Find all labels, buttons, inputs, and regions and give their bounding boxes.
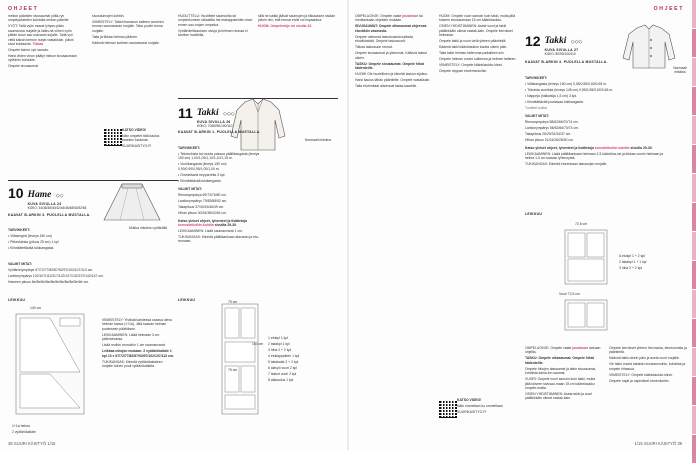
running-head-right: OHJEET <box>653 6 684 12</box>
pattern-name: Hame <box>27 190 52 200</box>
hame-valmit: VALMIT MITAT: Vyötärönympärys 67/72/77/82/87/92/97/102/107/113 cm. Lantionympärys 102/107/112/117/122/127/132/137/142/147 cm. Hameen pituus 8e/8e/8e/8e/8e/8e/8e/8e/8e/8e/8e cm. <box>8 262 104 284</box>
edge-color-tabs <box>692 0 696 450</box>
right-col2-text: HUOM: Ompele vuori samoin kuin takki, mutta jätä toiseen sivusaumaan 15 cm kääntöaukko. OSIEN YHDISTÄMINEN: Aseta vuori ja takki päällekkäin oikeat vastak-kain. Ompele kerrokset helmasta. Ompele takki ja vuori vielä yhteen pääntieltä. Käännä takki kääntöaukon kautta oikein päin. Taita takin helman taiteroma paikalleen siin. Ompele helman vuorin sulkeena ja helmen taitteen. VIIMEISTELY: Ompele kääntöaukko kiinni. Ompele neppari eturemeuinihin. <box>439 14 517 74</box>
takki11-width-2: 150 cm <box>252 342 264 346</box>
left-col2-text: sivusaumojen kohtiin. VIIMEISTELY: Taita hihansuun kaiteen avoimen reunan saumavaran nurjalle. Taita puolin reuna nurjalle. Taita ja tikkaa helman päärme. Käännä helman kuitinen saumavarat nurjalle. <box>92 14 164 45</box>
takki12-label: Normaali mitoitus <box>673 66 687 75</box>
hame-subhead: KAAVAT B-ARKIN 3. PUOLELLA MUSTALLA. <box>8 213 91 217</box>
right-page <box>349 0 696 450</box>
right-col3-bottom: OMPELUOHJE: Ompele vaate joustavan tarkaan ohjeilla. TASKU: Ompele olkasaumat. Ompele hihat kädenteille. Ompele hihojen alasaumat ja takin sivusaumat, kohdista kaina-lon saumat. VUORI: Ompele vuori samoin kuin takki, mutta jätä toiseen sivusau-maan 15 cm kääntöaukko ompele-matta. OSIEN YHDISTÄMINEN: Aseta takki ja vuori päällekkäin oikeat vastak-kain. <box>525 346 601 401</box>
running-head-left: OHJEET <box>8 6 39 12</box>
takki12-cutting-layout-lining <box>561 298 611 334</box>
takki11-subhead: KAAVAT B-ARKIN 1. PUOLELLA MUSTALLA. <box>178 130 261 134</box>
pattern-name: Takki <box>544 36 567 46</box>
skirt-illustration <box>100 180 164 224</box>
hame-header: 10 Hame ◇◇ KUVA SIVULLA 24 KOKO: 34/36/38/40/42/44/46/48/50/52/54 <box>8 185 87 210</box>
takki11-cutting-layout <box>212 300 272 420</box>
qr-caption: KATSO VIDEO! Näin ommeltavi-ko ommellaan SUURIKASITYO.FI <box>457 398 503 414</box>
takki12-legend: A etukpl 1 + 2 kpl 2 takakpl 1 + 1 kpl 3 hiha 2 + 2 kpl <box>619 254 647 270</box>
hame-instructions: VIIMEISTELY: Yhdistä kahdessa osassa oleva helman kaava (1+1a). Jätä kaavan helman puoleiseen päätöksen. LEIKKAAMINEN: Lisää helmaan 3 cm päärmevaraa. Lisää muihin reunoihin 1 cm saumanvarat. Leikkaa mitojen mukaan: 2 vyötärökaitale 1 kpl 10 x 67/72/77/82/87/93/97/102/107/113 cm. TUKIKANGAS: Kiinnitä vyötärökaitaleen nurjalle toinen puoli vyötärökaitalta. <box>102 318 174 369</box>
takki11-tarvikkeet: TARVIKKEET: • Tekoturkista tai muuta paksua päällikangasta (leveys 150 cm) 1,00/1,05/1,10/1,10/1,15 m. • Vuorikangasta (leveys 150 cm) 0,90/0,90/0,95/1,00/1,00 m. • Ommeltavia nepparreita 3 kpl. • Kiinnitättävää tukikangasta. VALMIT MITAT: Rinnanympärys 69/73/76/80 cm. Lantionympärys 79/83/88/92 cm. Takapituus 37/40/43/46/49 cm. Hihan pituus 30/34/38/42/46 cm. Katso yleiset ohjeet, lyhenteet ja lisätietoja kerrostettuihin kohtiin sivuilta 29-30. LEIKKAAMINEN: Lisää saumanvarat 1 cm. TUKIKANGAS: Kiinnitä päällikankaan alavaran ja etu-reunaan. <box>178 146 260 244</box>
left-col4-text: sillä ne kaikki jäävät saumojen ja tikkauksen sisään jolloin niin, että reunat eivät voi rispaantua. HUOM: Ompeleohje on sivulla 23. <box>258 14 335 29</box>
hame-leikkuu-head: LEIKKUU <box>8 298 26 302</box>
left-col1-text: mekon pääntien sivusaumat yöltä-ryn ompelyalueiden kohdalla mekon pääntie VYÖT: Taitä vyön osarat lyhyen-pään saumavara nurjalle ja kään-nä vöhen vyön pitkän sivun sau-mavarat nurjalle. Taitä vyö vielä kaksin kerroin nurjat vastakkain, jolloin sivut kohtaavat. Tikkaa Ompele toinen vyö samoin. Harsi viiden vinon päälyt mekon sivusaumaan vyötärön kohdalle. Ompele sivusaumat. <box>8 14 77 69</box>
takki12-width-1: 72,5 cm <box>575 222 588 226</box>
takki12-leikkuu-head: LEIKKUU <box>525 212 543 216</box>
takki12-width-2: Vuori 72,5 cm <box>559 292 580 296</box>
takki12-header: 12 Takki ◇◇◇ KUVA SIVULLA 27 KOKO: 80/90/100/110 <box>525 33 583 56</box>
qr-code[interactable] <box>439 400 457 418</box>
pattern-number: 10 <box>8 185 24 201</box>
takki11-width-3: 75 cm <box>228 368 238 372</box>
takki12-cutting-layout-main <box>561 228 611 288</box>
pattern-number: 12 <box>525 33 541 49</box>
hame-tarvikkeet: TARVIKKEET: • Villasergeä (leveys 150 cm) • Pitkevlaksia (pituus 25 cm) 1 kpl • Kiinnitätettävää tukikangasta. <box>8 228 59 250</box>
takki11-leikkuu-head: LEIKKUU <box>178 298 196 302</box>
left-page <box>0 0 347 450</box>
jacket-illustration <box>621 22 677 72</box>
right-col1-text: OMPELUOHJE: Ompele vaate joustavan tai merikankaan ohjeiden mukaan. SIVUSAUMAT: Ompele olkasaumat ohjeessa etuväkiin vasmasta. Ompele olemmat taskutuuksia kaikista etuväkkaistä. Ompele taskuvuorit. Tikkaa taskusuun reunat. Ompele sivusaumat ja yläreunat. Käännä taskut oikein. TASKU: Ompele sivusaumat. Ompele hihat kädenteille. HUOM! Ole huolellinen ja kiinnitä taskun sijoitus. Harsi kaulus tähän pääntielle. Ompele vastakkain. Taita eturenkaat alareunat takas-kaarelle. <box>355 14 431 89</box>
qr-code[interactable] <box>104 128 122 146</box>
hame-legend: 1+1a helma 2 vyötärökaitale <box>12 424 36 434</box>
left-col3-text: HUOLITTELU: Huolittele saumurilla tai ompelukoneen siksakilla hel-makappaleiden sivut ennen sau-mojen ompelua. Vyötäröleikkauksen sivuja ja helman reunaa ei tarvitse huolitella, <box>178 14 253 38</box>
takki11-header: 11 Takki ◇◇◇ KUVA SIVULLA 26 KOKO: 70/80/90/100/110 <box>178 105 235 128</box>
pattern-number: 11 <box>178 105 193 121</box>
folio-left: 38 SUURI KÄSITYÖ 1/15 <box>8 441 56 446</box>
right-col4-bottom: Ompele kerrokset yhteen hel-masta, etureunoista ja pääntieltä. Käännä takki oikein päin ja aseta vuori nurjalle. Vie takin vuoria takaisin sivusaumoihin, kohdista ja ompele hihasuut. VIIMEISTELY: Ompele kääntöaukko kiinni. Ompele napit ja napinlävet eturenkoihin. <box>609 346 687 383</box>
hame-label: Mukka mitoitus vyötäröllä <box>128 226 168 230</box>
pattern-name: Takki <box>196 108 219 118</box>
hame-fabric-width: 140 cm <box>30 306 42 310</box>
takki11-width-1: 75 cm <box>228 300 238 304</box>
qr-caption: KATSO VIDEO! Näin ompelet tätä kaulus bannien kaulusta SUURIKASITYO.FI <box>122 128 160 149</box>
takki11-legend: 1 etukpl 1 kpl 2 takakpl 1 kpl 3 hiha 2 + 2 kpl 4 etukappaleen 1 kpl 5 takakaita 2 + 2 kpl 6 alavyö vuori 2 kpl 7 taskut vuori 2 kpl 8 alakaulus 1 kpl <box>268 336 300 382</box>
folio-right: 1/15 SUURI KÄSITYÖ 39 <box>634 441 682 446</box>
takki12-tarvikkeet: TARVIKKEET: • Villakangasta (leveys 150 cm) 0,55/0,55/0,60/0,65 m. • Trikoista vuorikka (leveys 145 cm) 0,55/0,55/0,60/0,65 m. • Nappeja (halkaisija 1,5 cm) 3 kpl. • Kiinnitättävää joustavaa tukikangasta. Tuotteet kaikia VALMIT MITAT: Rinnanympärys 58/62/66/70/74 cm. Lantionympärys 58/62/66/70/74 cm. Takapituus 26/29/31/34/37 cm. Hihan pituus 21/24/26/28/30 cm. Katso yleiset ohjeet, lyhenteet ja lisätietoja korostettuihin kohtiin sivuilla 29-30. LEIKKAAMINEN: Lisää päällikankaan helmaan 2,5 kääntöva-rat ja lekkaa vuorin helmaan ja helma 1,5 cm kaavan lyhennystä. TUKIKANGAS: Kiinnitä eturenkaan alavarojen nurjalle. <box>525 76 664 167</box>
hame-cutting-layout <box>10 312 90 422</box>
takki12-subhead: KAAVAT B-ARKIN 3. PUOLELLA MUSTALLA. <box>525 60 608 64</box>
takki11-label: Normaali mitoitus <box>304 138 332 142</box>
